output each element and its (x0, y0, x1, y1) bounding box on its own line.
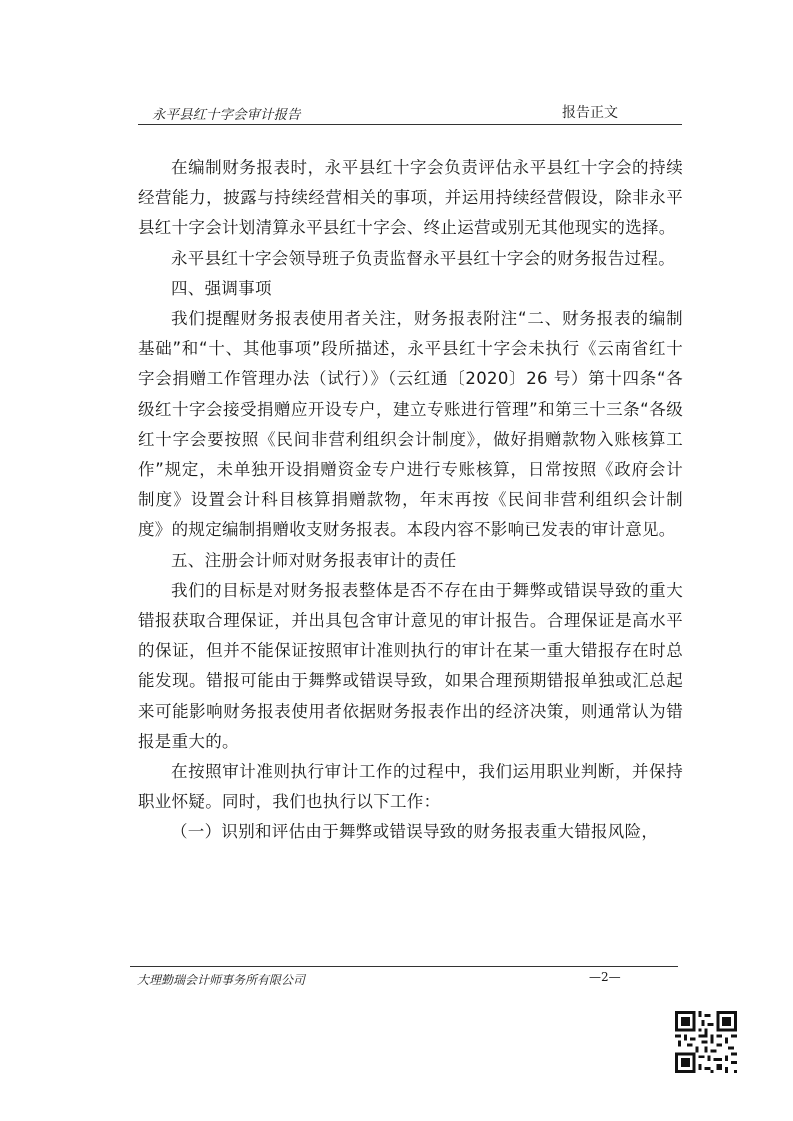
qr-code-icon (675, 1011, 737, 1073)
paragraph-emphasis-matter: 我们提醒财务报表使用者关注，财务报表附注“二、财务报表的编制基础”和“十、其他事项”段所描述，永平县红十字会未执行《云南省红十字会捐赠工作管理办法（试行）》（云红通〔2020〕26 号）第十四条“各级红十字会接受捐赠应开设专户，建立专账进行管理”和第三十三条“各级红十字会要按照《民间非营利组织会计制度》，做好捐赠款物入账核算工作”规定，未单独开设捐赠资金专户进行专账核算，日常按照《政府会计制度》设置会计科目核算捐赠款物，年末再按《民间非营利组织会计制度》的规定编制捐赠收支财务报表。本段内容不影响已发表的审计意见。 (138, 309, 683, 540)
paragraph-audit-objective: 我们的目标是对财务报表整体是否不存在由于舞弊或错误导致的重大错报获取合理保证，并出具包含审计意见的审计报告。合理保证是高水平的保证，但并不能保证按照审计准则执行的审计在某一重大错报存在时总能发现。错报可能由于舞弊或错误导致，如果合理预期错报单独或汇总起来可能影响财务报表使用者依据财务报表作出的经济决策，则通常认为错报是重大的。 (138, 580, 683, 751)
paragraph-risk-identification: （一）识别和评估由于舞弊或错误导致的财务报表重大错报风险， (171, 822, 659, 842)
report-body (138, 153, 683, 848)
paragraph-oversight: 永平县红十字会领导班子负责监督永平县红十字会的财务报告过程。 (171, 248, 675, 268)
header-report-title: 永平县红十字会审计报告 (152, 107, 301, 123)
section-heading-auditor-responsibility: 五、注册会计师对财务报表审计的责任 (171, 550, 457, 570)
paragraph-professional-judgment: 在按照审计准则执行审计工作的过程中，我们运用职业判断，并保持职业怀疑。同时，我们也执行以下工作： (138, 762, 683, 812)
header-divider (138, 124, 682, 125)
section-heading-emphasis: 四、强调事项 (171, 278, 272, 298)
paragraph-going-concern: 在编制财务报表时，永平县红十字会负责评估永平县红十字会的持续经营能力，披露与持续经营相关的事项，并运用持续经营假设，除非永平县红十字会计划清算永平县红十字会、终止运营或别无其他现实的选择。 (138, 158, 683, 238)
footer-firm-name: 大理勤瑞会计师事务所有限公司 (137, 973, 306, 987)
footer-divider (130, 966, 678, 967)
header-section-label: 报告正文 (562, 105, 618, 121)
page-number: —2— (589, 970, 621, 984)
